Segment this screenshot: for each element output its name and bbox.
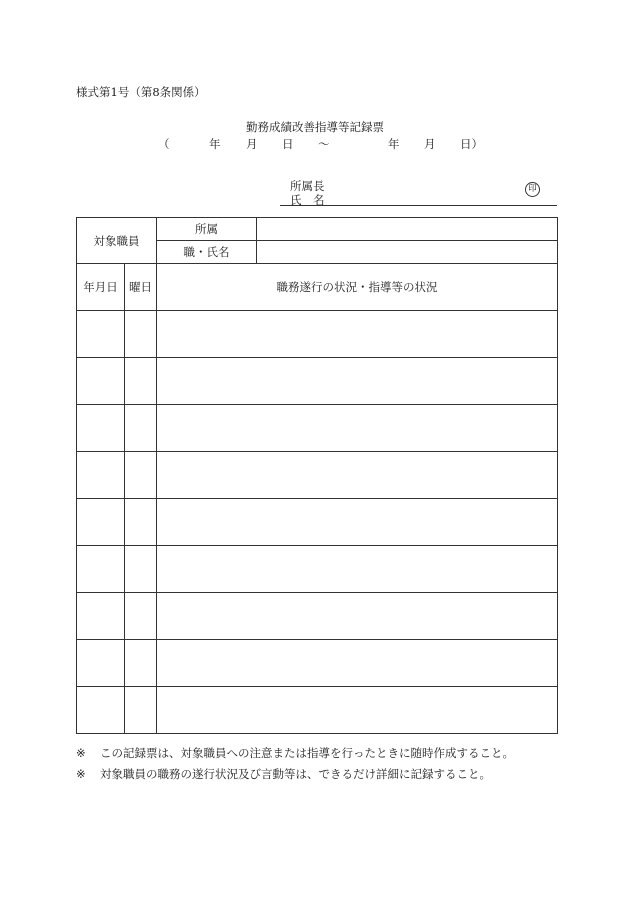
- entry-weekday-cell[interactable]: [125, 593, 157, 640]
- period-start-year: 年: [209, 137, 221, 151]
- col-status-header: 職務遂行の状況・指導等の状況: [157, 264, 558, 311]
- form-number: 様式第1号（第8条関係）: [76, 85, 206, 99]
- col-weekday-header: 曜日: [125, 264, 157, 311]
- entry-status-cell[interactable]: [157, 640, 558, 687]
- period-end-day: 日）: [460, 137, 483, 151]
- entry-status-cell[interactable]: [157, 452, 558, 499]
- col-date-header: 年月日: [77, 264, 125, 311]
- name-label: 氏 名: [290, 193, 325, 207]
- signature-line: [280, 205, 557, 206]
- entry-date-cell[interactable]: [77, 687, 125, 734]
- record-table: [76, 217, 558, 734]
- entry-row: [77, 499, 558, 546]
- note-2: [76, 766, 491, 782]
- position-name-label: 職・氏名: [157, 241, 257, 264]
- period-start-day: 日: [282, 137, 294, 151]
- position-name-field[interactable]: [257, 241, 558, 264]
- period-tilde: ～: [318, 137, 330, 151]
- entry-date-cell[interactable]: [77, 358, 125, 405]
- entry-row: [77, 546, 558, 593]
- period-end-year: 年: [388, 137, 400, 151]
- entry-date-cell[interactable]: [77, 499, 125, 546]
- note-text: 対象職員の職務の遂行状況及び言動等は、できるだけ詳細に記録すること。: [100, 767, 491, 781]
- entry-row: [77, 687, 558, 734]
- entry-status-cell[interactable]: [157, 687, 558, 734]
- entry-weekday-cell[interactable]: [125, 499, 157, 546]
- entry-row: [77, 593, 558, 640]
- entry-weekday-cell[interactable]: [125, 687, 157, 734]
- entry-row: [77, 405, 558, 452]
- period-open-paren: （: [158, 137, 170, 151]
- entry-date-cell[interactable]: [77, 640, 125, 687]
- entry-row: [77, 358, 558, 405]
- note-text: この記録票は、対象職員への注意または指導を行ったときに随時作成すること。: [100, 746, 514, 760]
- entry-status-cell[interactable]: [157, 546, 558, 593]
- entry-weekday-cell[interactable]: [125, 405, 157, 452]
- note-mark: ※: [76, 746, 86, 760]
- entry-status-cell[interactable]: [157, 358, 558, 405]
- entry-weekday-cell[interactable]: [125, 640, 157, 687]
- entry-status-cell[interactable]: [157, 593, 558, 640]
- entry-weekday-cell[interactable]: [125, 546, 157, 593]
- entry-weekday-cell[interactable]: [125, 311, 157, 358]
- seal-mark: 印: [525, 182, 540, 197]
- entry-weekday-cell[interactable]: [125, 358, 157, 405]
- entry-date-cell[interactable]: [77, 593, 125, 640]
- entry-status-cell[interactable]: [157, 499, 558, 546]
- entry-row: [77, 452, 558, 499]
- entry-date-cell[interactable]: [77, 452, 125, 499]
- target-staff-label: 対象職員: [77, 218, 157, 264]
- entry-row: [77, 640, 558, 687]
- entry-date-cell[interactable]: [77, 546, 125, 593]
- entry-row: [77, 311, 558, 358]
- entry-status-cell[interactable]: [157, 311, 558, 358]
- entry-date-cell[interactable]: [77, 405, 125, 452]
- affiliation-field[interactable]: [257, 218, 558, 241]
- note-1: [76, 745, 514, 761]
- period-end-month: 月: [424, 137, 436, 151]
- dept-head-label: 所属長: [290, 179, 325, 193]
- entry-weekday-cell[interactable]: [125, 452, 157, 499]
- document-title: 勤務成績改善指導等記録票: [246, 120, 384, 134]
- entry-status-cell[interactable]: [157, 405, 558, 452]
- affiliation-label: 所属: [157, 218, 257, 241]
- note-mark: ※: [76, 767, 86, 781]
- period-start-month: 月: [246, 137, 258, 151]
- entry-date-cell[interactable]: [77, 311, 125, 358]
